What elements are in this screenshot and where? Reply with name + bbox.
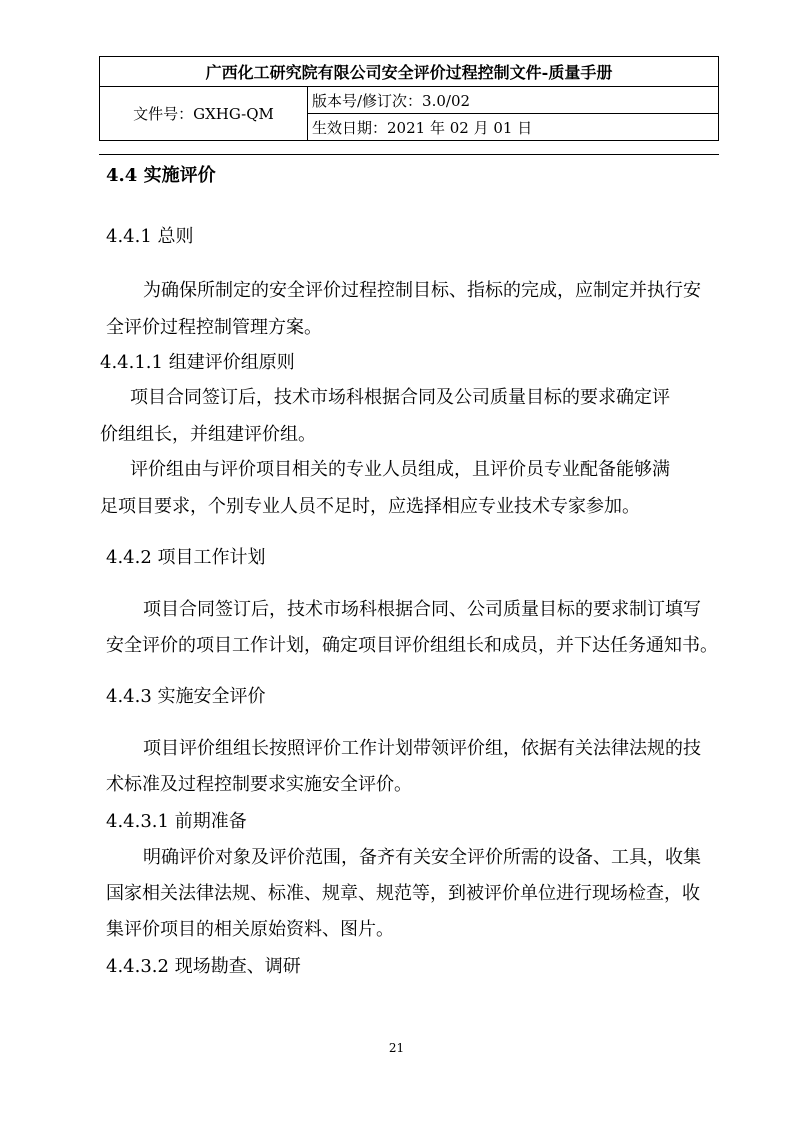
version-number: 版本号/修订次：3.0/02 — [308, 87, 719, 114]
effective-date: 生效日期：2021 年 02 月 01 日 — [308, 114, 719, 141]
paragraph-line: 项目合同签订后，技术市场科根据合同及公司质量目标的要求确定评 — [130, 387, 670, 408]
header-rule — [99, 154, 719, 155]
section-heading-4-4-3-1: 4.4.3.1 前期准备 — [106, 811, 247, 832]
section-heading-4-4-2: 4.4.2 项目工作计划 — [106, 547, 266, 568]
paragraph-line: 项目合同签订后，技术市场科根据合同、公司质量目标的要求制订填写 — [143, 599, 701, 620]
section-heading-4-4-1-1: 4.4.1.1 组建评价组原则 — [100, 352, 295, 373]
paragraph-line: 足项目要求，个别专业人员不足时，应选择相应专业技术专家参加。 — [100, 496, 640, 517]
paragraph-line: 全评价过程控制管理方案。 — [106, 317, 322, 338]
page-number: 21 — [388, 1041, 405, 1055]
paragraph-line: 评价组由与评价项目相关的专业人员组成，且评价员专业配备能够满 — [130, 459, 670, 480]
section-heading-4-4-3: 4.4.3 实施安全评价 — [106, 686, 266, 707]
paragraph-line: 术标准及过程控制要求实施安全评价。 — [106, 774, 412, 795]
paragraph-line: 明确评价对象及评价范围，备齐有关安全评价所需的设备、工具，收集 — [143, 847, 701, 868]
paragraph-line: 为确保所制定的安全评价过程控制目标、指标的完成，应制定并执行安 — [143, 280, 701, 301]
paragraph-line: 项目评价组组长按照评价工作计划带领评价组，依据有关法律法规的技 — [143, 738, 701, 759]
section-heading-4-4: 4.4 实施评价 — [106, 165, 216, 186]
section-heading-4-4-1: 4.4.1 总则 — [106, 226, 194, 247]
paragraph-line: 国家相关法律法规、标准、规章、规范等，到被评价单位进行现场检查，收 — [106, 883, 700, 904]
document-title: 广西化工研究院有限公司安全评价过程控制文件-质量手册 — [100, 57, 719, 87]
document-header-table — [99, 56, 719, 141]
section-heading-4-4-3-2: 4.4.3.2 现场勘查、调研 — [106, 956, 301, 977]
paragraph-line: 安全评价的项目工作计划，确定项目评价组组长和成员，并下达任务通知书。 — [106, 635, 718, 656]
file-number: 文件号：GXHG-QM — [100, 87, 308, 141]
paragraph-line: 集评价项目的相关原始资料、图片。 — [106, 919, 394, 940]
paragraph-line: 价组组长，并组建评价组。 — [100, 424, 316, 445]
